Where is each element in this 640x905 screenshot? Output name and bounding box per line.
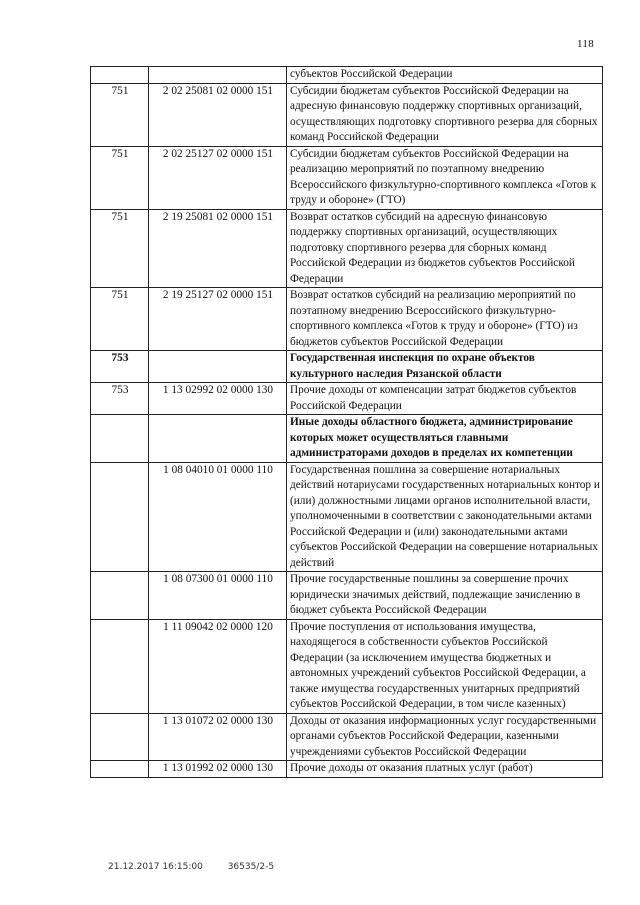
budget-code-cell: 1 08 07300 01 0000 110 — [149, 572, 287, 620]
table-row — [91, 83, 603, 146]
budget-code-cell: 1 08 04010 01 0000 110 — [149, 462, 287, 572]
admin-code-cell: 751 — [91, 288, 149, 351]
revenue-name-cell: субъектов Российской Федерации — [287, 67, 603, 84]
revenue-name-cell: Государственная инспекция по охране объектов культурного наследия Рязанской области — [287, 351, 603, 383]
table-body — [91, 67, 603, 778]
admin-code-cell — [91, 415, 149, 463]
admin-code-cell — [91, 761, 149, 778]
table-row — [91, 67, 603, 84]
admin-code-cell: 751 — [91, 209, 149, 288]
table-row — [91, 619, 603, 713]
footer-doc-id: 36535/2-5 — [227, 862, 275, 872]
revenue-name-cell: Прочие поступления от использования имущества, находящегося в собственности субъектов Российской Федерации (за исключением имущества бюджетных и автономных учреждений субъектов Российской Федерации, а также имущества государственных унитарных предприятий субъектов Российской Федерации, в том числе казенных) — [287, 619, 603, 713]
admin-code-cell — [91, 619, 149, 713]
budget-code-cell — [149, 415, 287, 463]
table-row — [91, 383, 603, 415]
revenue-name-cell: Возврат остатков субсидий на реализацию мероприятий по поэтапному внедрению Всероссийского физкультурно-спортивного комплекса «Готов к труду и обороне» (ГТО) из бюджетов субъектов Российской Федерации — [287, 288, 603, 351]
table-row — [91, 713, 603, 761]
budget-code-cell: 1 13 02992 02 0000 130 — [149, 383, 287, 415]
revenue-name-cell: Прочие доходы от оказания платных услуг (работ) — [287, 761, 603, 778]
footer — [108, 862, 296, 872]
revenue-name-cell: Доходы от оказания информационных услуг государственными органами субъектов Российской Федерации, казенными учреждениями субъектов Российской Федерации — [287, 713, 603, 761]
budget-code-cell: 2 19 25081 02 0000 151 — [149, 209, 287, 288]
budget-code-cell: 1 13 01992 02 0000 130 — [149, 761, 287, 778]
table-row — [91, 351, 603, 383]
admin-code-cell: 751 — [91, 83, 149, 146]
revenue-name-cell: Субсидии бюджетам субъектов Российской Федерации на адресную финансовую поддержку спортивных организаций, осуществляющих подготовку спортивного резерва для сборных команд Российской Федерации — [287, 83, 603, 146]
admin-code-cell — [91, 572, 149, 620]
budget-code-cell: 2 19 25127 02 0000 151 — [149, 288, 287, 351]
table-row — [91, 146, 603, 209]
budget-code-cell: 2 02 25127 02 0000 151 — [149, 146, 287, 209]
revenue-name-cell: Прочие доходы от компенсации затрат бюджетов субъектов Российской Федерации — [287, 383, 603, 415]
admin-code-cell — [91, 462, 149, 572]
table-row — [91, 415, 603, 463]
footer-datetime: 21.12.2017 16:15:00 — [108, 862, 203, 872]
admin-code-cell: 753 — [91, 383, 149, 415]
revenue-name-cell: Иные доходы областного бюджета, администрирование которых может осуществляться главными администраторами доходов в пределах их компетенции — [287, 415, 603, 463]
page-number: 118 — [577, 38, 594, 50]
budget-code-cell: 1 13 01072 02 0000 130 — [149, 713, 287, 761]
admin-code-cell: 751 — [91, 146, 149, 209]
revenue-name-cell: Прочие государственные пошлины за совершение прочих юридически значимых действий, подлежащие зачислению в бюджет субъекта Российской Федерации — [287, 572, 603, 620]
table-row — [91, 209, 603, 288]
revenue-codes-table — [90, 66, 603, 778]
table-row — [91, 462, 603, 572]
budget-code-cell — [149, 351, 287, 383]
admin-code-cell — [91, 713, 149, 761]
revenue-name-cell: Государственная пошлина за совершение нотариальных действий нотариусами государственных нотариальных контор и (или) должностными лицами органов исполнительной власти, уполномоченными в соответствии с законодательными актами Российской Федерации и (или) законодательными актами субъектов Российской Федерации на совершение нотариальных действий — [287, 462, 603, 572]
admin-code-cell — [91, 67, 149, 84]
budget-code-cell: 1 11 09042 02 0000 120 — [149, 619, 287, 713]
budget-code-cell: 2 02 25081 02 0000 151 — [149, 83, 287, 146]
table-row — [91, 288, 603, 351]
table-row — [91, 761, 603, 778]
budget-code-cell — [149, 67, 287, 84]
revenue-name-cell: Субсидии бюджетам субъектов Российской Федерации на реализацию мероприятий по поэтапному внедрению Всероссийского физкультурно-спортивного комплекса «Готов к труду и обороне» (ГТО) — [287, 146, 603, 209]
revenue-name-cell: Возврат остатков субсидий на адресную финансовую поддержку спортивных организаций, осуществляющих подготовку спортивного резерва для сборных команд Российской Федерации из бюджетов субъектов Российской Федерации — [287, 209, 603, 288]
admin-code-cell: 753 — [91, 351, 149, 383]
table-row — [91, 572, 603, 620]
